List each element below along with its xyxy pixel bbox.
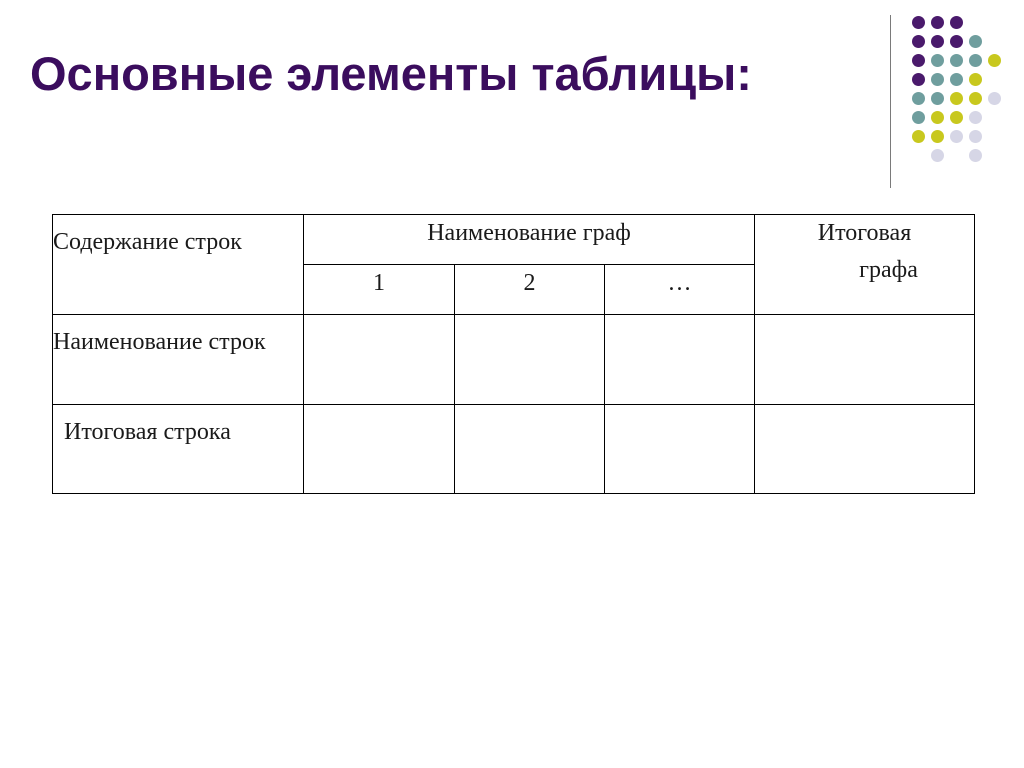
decor-dot <box>931 35 944 48</box>
decor-dot <box>912 92 925 105</box>
header-total-column-label-line1: Итоговая <box>817 220 912 246</box>
header-row-content-cell <box>53 215 304 315</box>
table-row <box>53 405 975 494</box>
column-number: … <box>667 270 692 296</box>
table-cell <box>755 405 975 494</box>
decor-dot <box>988 54 1001 67</box>
decor-dot <box>912 73 925 86</box>
header-column-names-cell <box>304 215 755 265</box>
table-header-row <box>53 215 975 265</box>
column-number-cell <box>605 265 755 315</box>
decor-dot <box>988 92 1001 105</box>
decor-dot <box>931 54 944 67</box>
decor-dot <box>912 54 925 67</box>
decor-dot <box>969 35 982 48</box>
table-cell <box>605 405 755 494</box>
decor-dot <box>931 73 944 86</box>
table-cell <box>755 315 975 405</box>
decor-dot <box>950 73 963 86</box>
decor-dot <box>969 130 982 143</box>
decor-dot <box>969 149 982 162</box>
row-label-cell <box>53 405 304 494</box>
table-cell <box>455 405 605 494</box>
decor-dot <box>950 111 963 124</box>
decor-dot <box>931 149 944 162</box>
row-label-cell <box>53 315 304 405</box>
decor-dot <box>931 92 944 105</box>
decor-dot <box>912 35 925 48</box>
column-number: 2 <box>523 270 536 296</box>
decor-dot <box>969 73 982 86</box>
decor-dot <box>931 111 944 124</box>
decor-dot <box>912 130 925 143</box>
decor-dot <box>950 35 963 48</box>
table-cell <box>304 405 455 494</box>
decor-dot <box>969 111 982 124</box>
header-total-column-label-line2: графа <box>859 257 918 283</box>
decor-dot <box>950 54 963 67</box>
table-cell <box>605 315 755 405</box>
table-row <box>53 315 975 405</box>
decor-dot <box>950 130 963 143</box>
decor-dot <box>912 111 925 124</box>
header-column-names-label: Наименование граф <box>427 220 631 246</box>
title-divider-line <box>890 15 891 188</box>
table-structure <box>52 214 975 494</box>
header-row-content-label: Содержание строк <box>53 229 242 255</box>
column-number-cell <box>455 265 605 315</box>
row-label: Наименование строк <box>53 329 266 355</box>
decor-dot <box>931 130 944 143</box>
slide-title: Основные элементы таблицы: <box>30 47 752 100</box>
table-cell <box>455 315 605 405</box>
decor-dot <box>950 16 963 29</box>
column-number-cell <box>304 265 455 315</box>
decor-dot <box>931 16 944 29</box>
row-label: Итоговая строка <box>64 419 231 445</box>
decor-dot <box>969 54 982 67</box>
header-total-column-cell <box>755 215 975 315</box>
decor-dot <box>912 16 925 29</box>
decor-dot <box>950 92 963 105</box>
table-cell <box>304 315 455 405</box>
column-number: 1 <box>373 270 385 296</box>
decor-dot <box>969 92 982 105</box>
